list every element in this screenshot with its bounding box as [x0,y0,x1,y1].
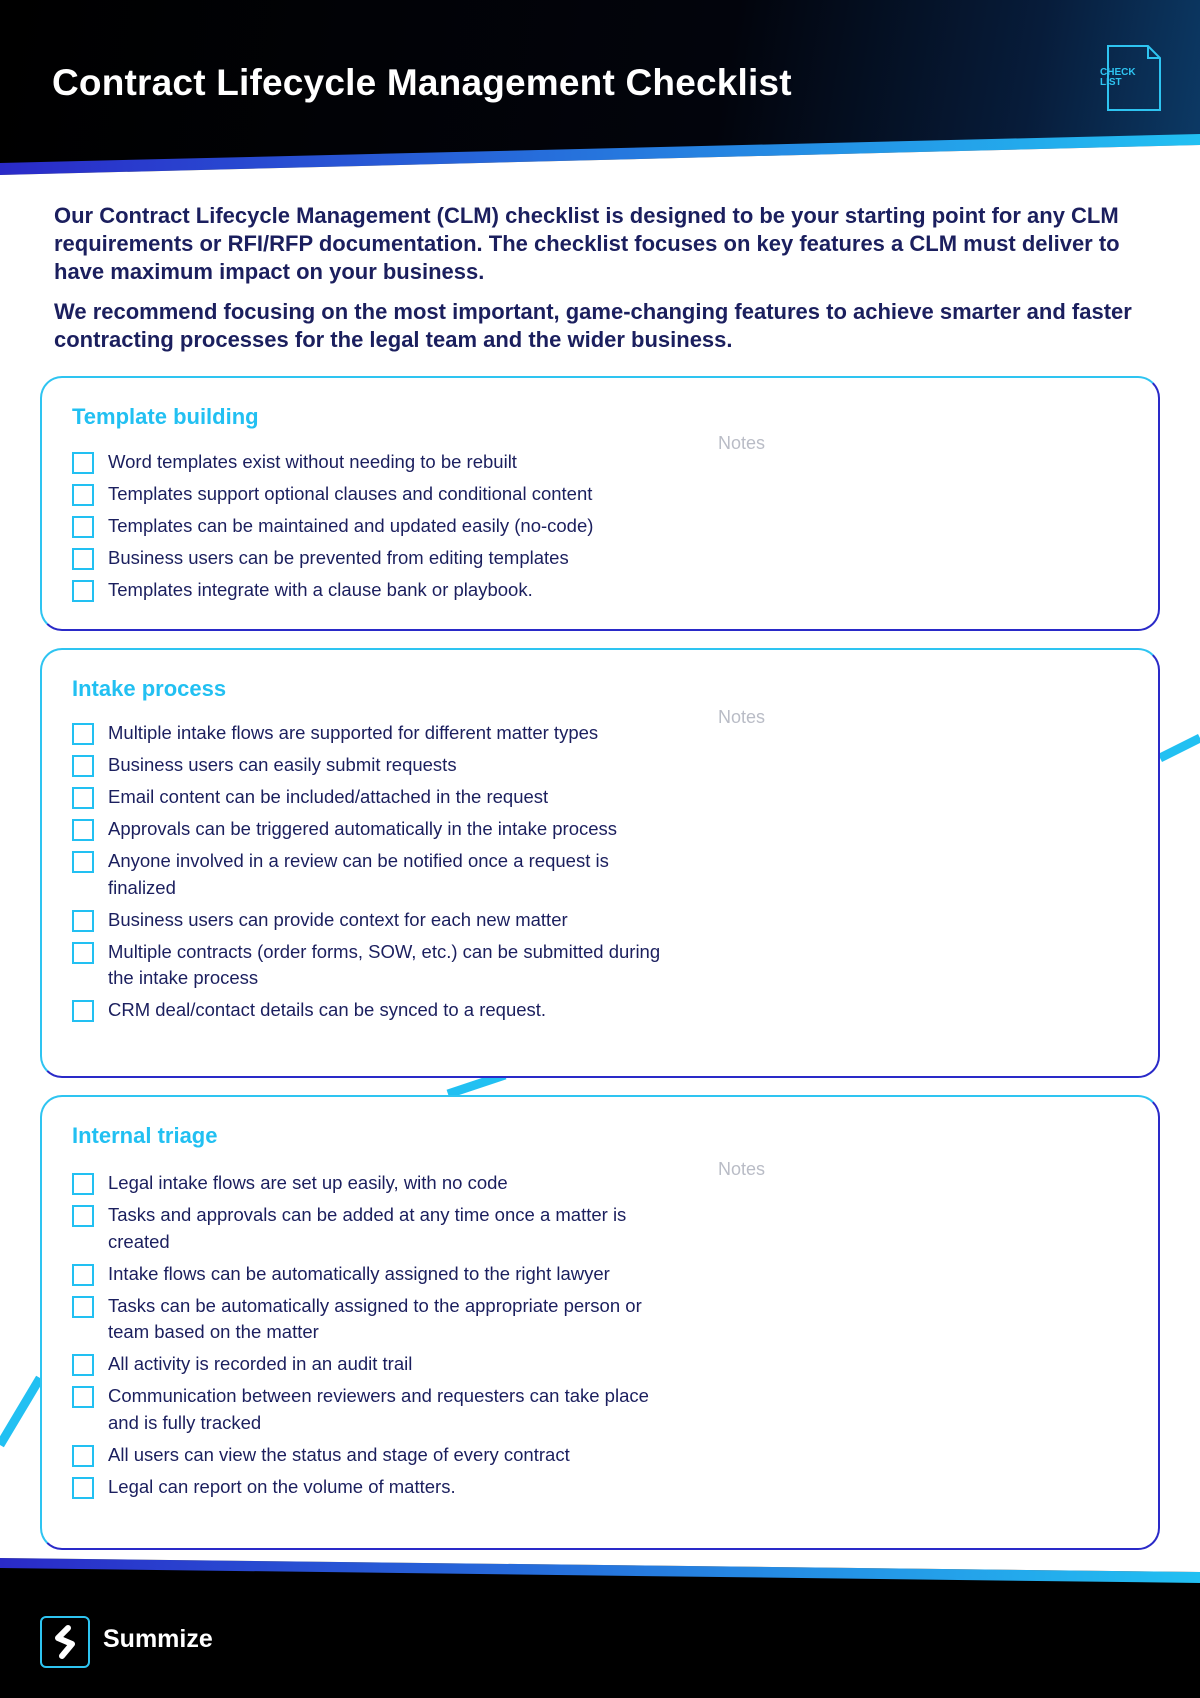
checklist-item [72,1474,672,1501]
checklist-item [72,577,672,604]
notes-label: Notes [718,1159,766,1179]
item-label: All activity is recorded in an audit trail [108,1353,413,1374]
notes-label: Notes [718,707,766,727]
checklist-item [72,1442,672,1469]
checkbox[interactable] [72,1205,94,1227]
item-label: Anyone involved in a review can be notified once a request is finalized [108,850,609,898]
section-title: Intake process [72,676,227,701]
checkbox[interactable] [72,851,94,873]
item-label: Multiple intake flows are supported for different matter types [108,722,599,743]
page-header [0,0,1200,175]
checkbox[interactable] [72,1000,94,1022]
item-label: All users can view the status and stage of every contract [108,1443,570,1465]
item-label: Tasks can be automatically assigned to the appropriate person or team based on the matter [108,1294,642,1342]
checklist [72,720,672,1029]
item-label: Multiple contracts (order forms, SOW, etc.) can be submitted during the intake process [108,940,661,988]
checkbox[interactable] [72,1173,94,1195]
item-label: Templates integrate with a clause bank or playbook. [108,579,533,600]
item-label: Business users can provide context for each new matter [108,908,568,930]
checkbox[interactable] [72,755,94,777]
checkbox[interactable] [72,1386,94,1408]
item-label: CRM deal/contact details can be synced to a request. [108,999,547,1020]
checklist-item [72,1170,672,1197]
summize-logo-icon [40,1616,90,1668]
checklist-item [72,752,672,779]
checklist [72,1170,672,1506]
item-label: Business users can be prevented from editing templates [108,547,569,568]
section-intake-process [40,648,1160,1078]
checklist-item [72,1202,672,1255]
checklist-item [72,1293,672,1346]
checklist-item [72,1383,672,1436]
checkbox[interactable] [72,1296,94,1318]
checkbox[interactable] [72,484,94,506]
checklist-item [72,939,672,992]
item-label: Word templates exist without needing to be rebuilt [108,451,517,472]
checkbox[interactable] [72,1477,94,1499]
checklist-item [72,816,672,843]
checkbox[interactable] [72,787,94,809]
checkbox[interactable] [72,1445,94,1467]
item-label: Tasks and approvals can be added at any time once a matter is created [108,1204,627,1252]
section-title: Internal triage [72,1123,218,1148]
checklist-item [72,784,672,811]
checklist-item [72,481,672,508]
intro [54,202,1154,366]
checkbox[interactable] [72,942,94,964]
item-label: Templates can be maintained and updated easily (no-code) [108,515,594,536]
notes-label: Notes [718,433,766,453]
checkbox[interactable] [72,580,94,602]
brand-name: Summize [103,1625,213,1653]
page-title: Contract Lifecycle Management Checklist [52,62,792,103]
checklist [72,449,672,609]
checkbox[interactable] [72,1354,94,1376]
checklist-item [72,907,672,934]
checklist-item [72,997,672,1024]
checkbox[interactable] [72,1264,94,1286]
checklist-item [72,1261,672,1288]
checklist-item [72,449,672,476]
checklist-item [72,513,672,540]
item-label: Templates support optional clauses and conditional content [108,483,593,504]
intro-paragraph-1: Our Contract Lifecycle Management (CLM) checklist is designed to be your starting point for any CLM requirements or RFI/RFP documentation. The checklist focuses on key features a CLM must deliver to have maximum impact on your business. [54,203,1120,284]
item-label: Email content can be included/attached in the request [108,786,549,807]
item-label: Approvals can be triggered automatically in the intake process [108,818,618,839]
checkbox[interactable] [72,548,94,570]
checkbox[interactable] [72,452,94,474]
item-label: Communication between reviewers and requesters can take place and is fully tracked [108,1385,649,1433]
checklist-item [72,720,672,747]
section-template-building [40,376,1160,631]
item-label: Legal can report on the volume of matters. [108,1475,456,1497]
item-label: Intake flows can be automatically assigned to the right lawyer [108,1262,610,1284]
checkbox[interactable] [72,723,94,745]
item-label: Legal intake flows are set up easily, with no code [108,1172,508,1193]
checklist-item [72,848,672,901]
intro-paragraph-2: We recommend focusing on the most important, game-changing features to achieve smarter and faster contracting processes for the legal team and the wider business. [54,299,1132,352]
section-internal-triage [40,1095,1160,1550]
checklist-item [72,545,672,572]
checklist-item [72,1351,672,1378]
checkbox[interactable] [72,819,94,841]
footer-accent-stripe [0,1556,1200,1606]
checkbox[interactable] [72,516,94,538]
checkbox[interactable] [72,910,94,932]
badge-text: CHECK LIST [1100,67,1136,88]
checklist-document-icon [1098,44,1162,114]
item-label: Business users can easily submit requests [108,754,457,775]
section-title: Template building [72,404,259,429]
